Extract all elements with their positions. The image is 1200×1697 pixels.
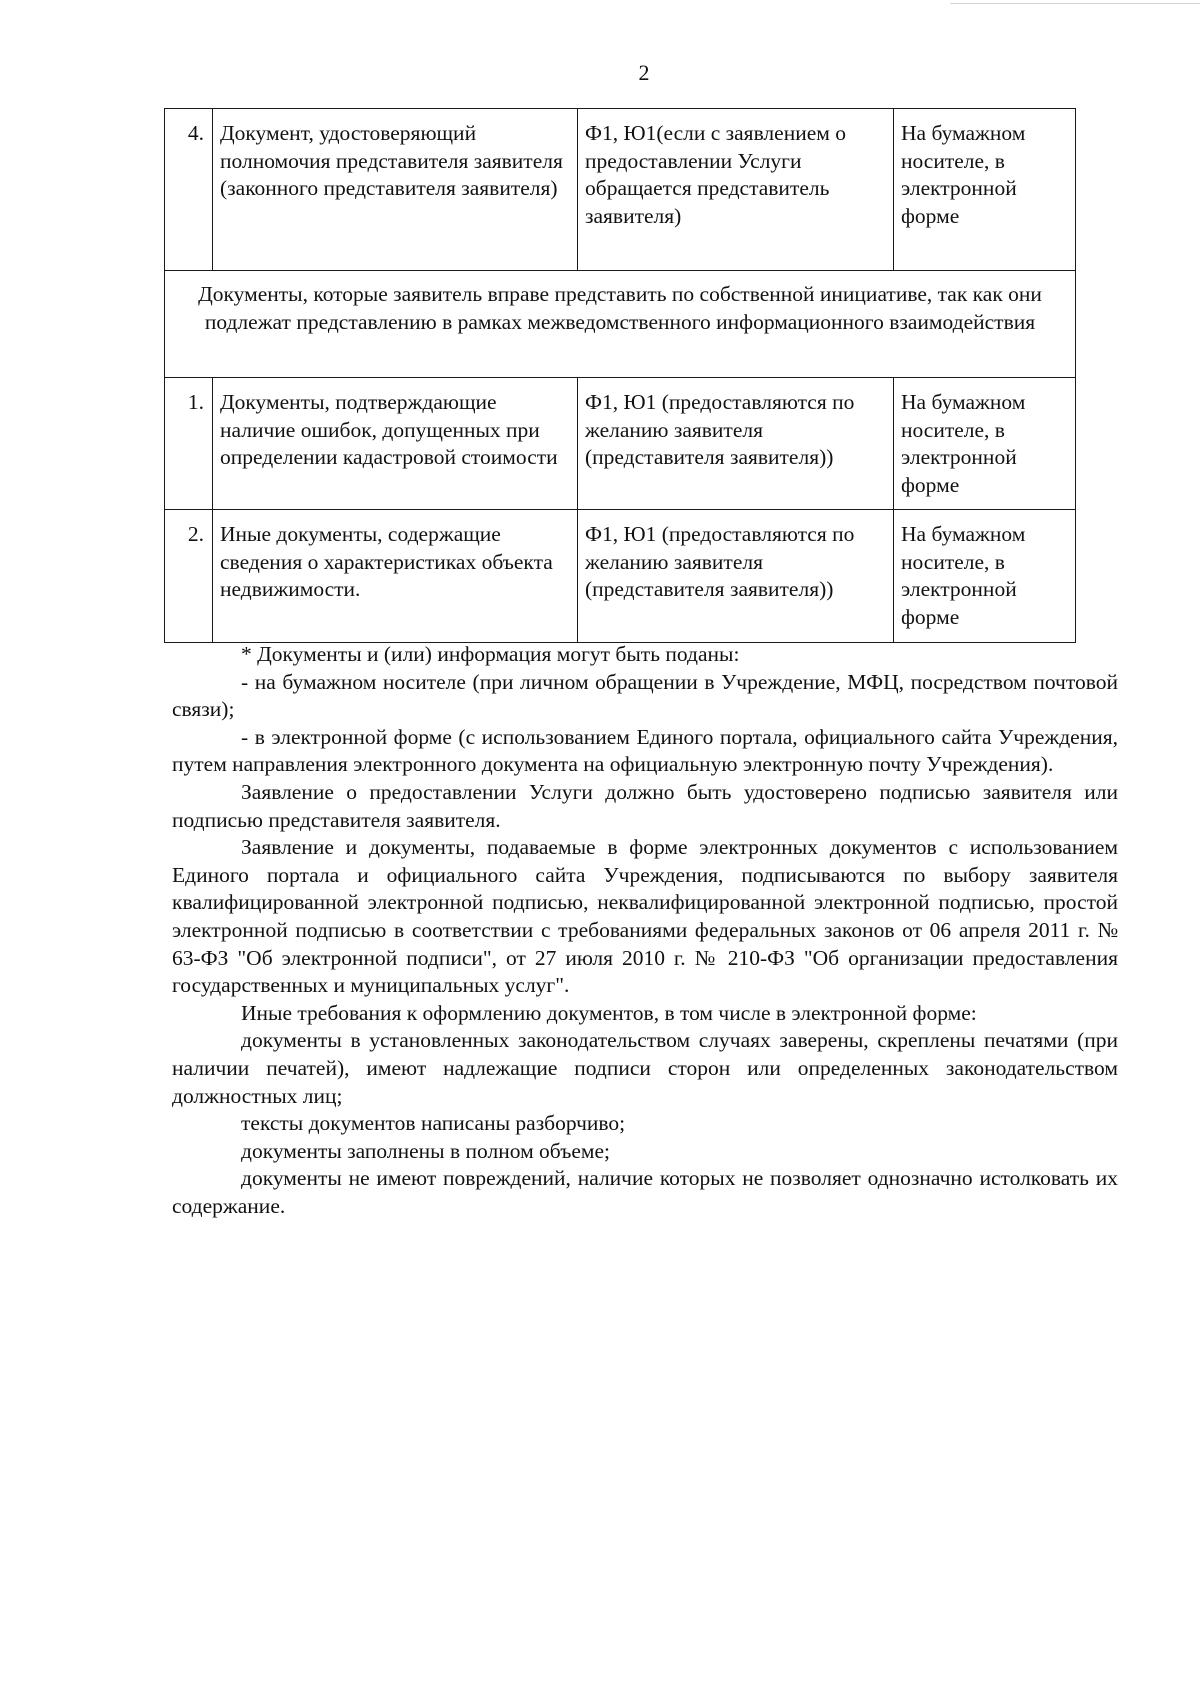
paragraph: Иные требования к оформлению документов, в том числе в электронной форме: — [241, 1000, 977, 1025]
body-text — [172, 641, 1118, 1220]
documents-table — [164, 108, 1076, 643]
table-row — [165, 510, 1076, 643]
table-row — [165, 109, 1076, 271]
table-row — [165, 378, 1076, 510]
paragraph: тексты документов написаны разборчиво; — [241, 1111, 626, 1136]
paragraph: * Документы и (или) информация могут быть поданы: — [241, 642, 740, 666]
section-header-row — [165, 271, 1076, 378]
paragraph: документы не имеют повреждений, наличие которых не позволяет однозначно истолковать их содержание. — [172, 1166, 1118, 1218]
submission-form-cell: На бумажном носителе, в электронной форме — [894, 378, 1076, 510]
paragraph: документы в установленных законодательством случаях заверены, скреплены печатями (при наличии печатей), имеют надлежащие подписи сторон или определенных законодательством должностных лиц; — [172, 1028, 1118, 1108]
applicant-category-cell: Ф1, Ю1(если с заявлением о предоставлении Услуги обращается представитель заявителя) — [578, 109, 894, 271]
row-number: 4. — [165, 109, 213, 271]
scan-edge-line — [950, 3, 1200, 4]
paragraph: документы заполнены в полном объеме; — [241, 1138, 610, 1163]
document-name-cell: Документы, подтверждающие наличие ошибок, допущенных при определении кадастровой стоимости — [213, 378, 578, 510]
row-number: 1. — [165, 378, 213, 510]
submission-form-cell: На бумажном носителе, в электронной форме — [894, 109, 1076, 271]
page-number: 2 — [638, 60, 650, 85]
applicant-category-cell: Ф1, Ю1 (предоставляются по желанию заявителя (представителя заявителя)) — [578, 510, 894, 643]
section-title: Документы, которые заявитель вправе представить по собственной инициативе, так как они подлежат представлению в рамках межведомственного информационного взаимодействия — [165, 271, 1076, 378]
paragraph: - на бумажном носителе (при личном обращении в Учреждение, МФЦ, посредством почтовой связи); — [172, 669, 1118, 722]
row-number: 2. — [165, 510, 213, 643]
submission-form-cell: На бумажном носителе, в электронной форме — [894, 510, 1076, 643]
document-name-cell: Иные документы, содержащие сведения о характеристиках объекта недвижимости. — [213, 510, 578, 643]
document-name-cell: Документ, удостоверяющий полномочия представителя заявителя (законного представителя заявителя) — [213, 109, 578, 271]
paragraph: - в электронной форме (с использованием Единого портала, официального сайта Учреждения, путем направления электронного документа на официальную электронную почту Учреждения). — [172, 724, 1118, 777]
applicant-category-cell: Ф1, Ю1 (предоставляются по желанию заявителя (представителя заявителя)) — [578, 378, 894, 510]
paragraph: Заявление о предоставлении Услуги должно быть удостоверено подписью заявителя или подписью представителя заявителя. — [172, 779, 1118, 832]
paragraph: Заявление и документы, подаваемые в форме электронных документов с использованием Единого портала и официального сайта Учреждения, подписываются по выбору заявителя квалифицированной электронной подписью, неквалифицированной электронной подписью, простой электронной подписью в соответствии с требованиями федеральных законов от 06 апреля 2011 г. № 63-ФЗ "Об электронной подписи", от 27 июля 2010 г. № 210-ФЗ "Об организации предоставления государственных и муниципальных услуг". — [172, 835, 1118, 998]
